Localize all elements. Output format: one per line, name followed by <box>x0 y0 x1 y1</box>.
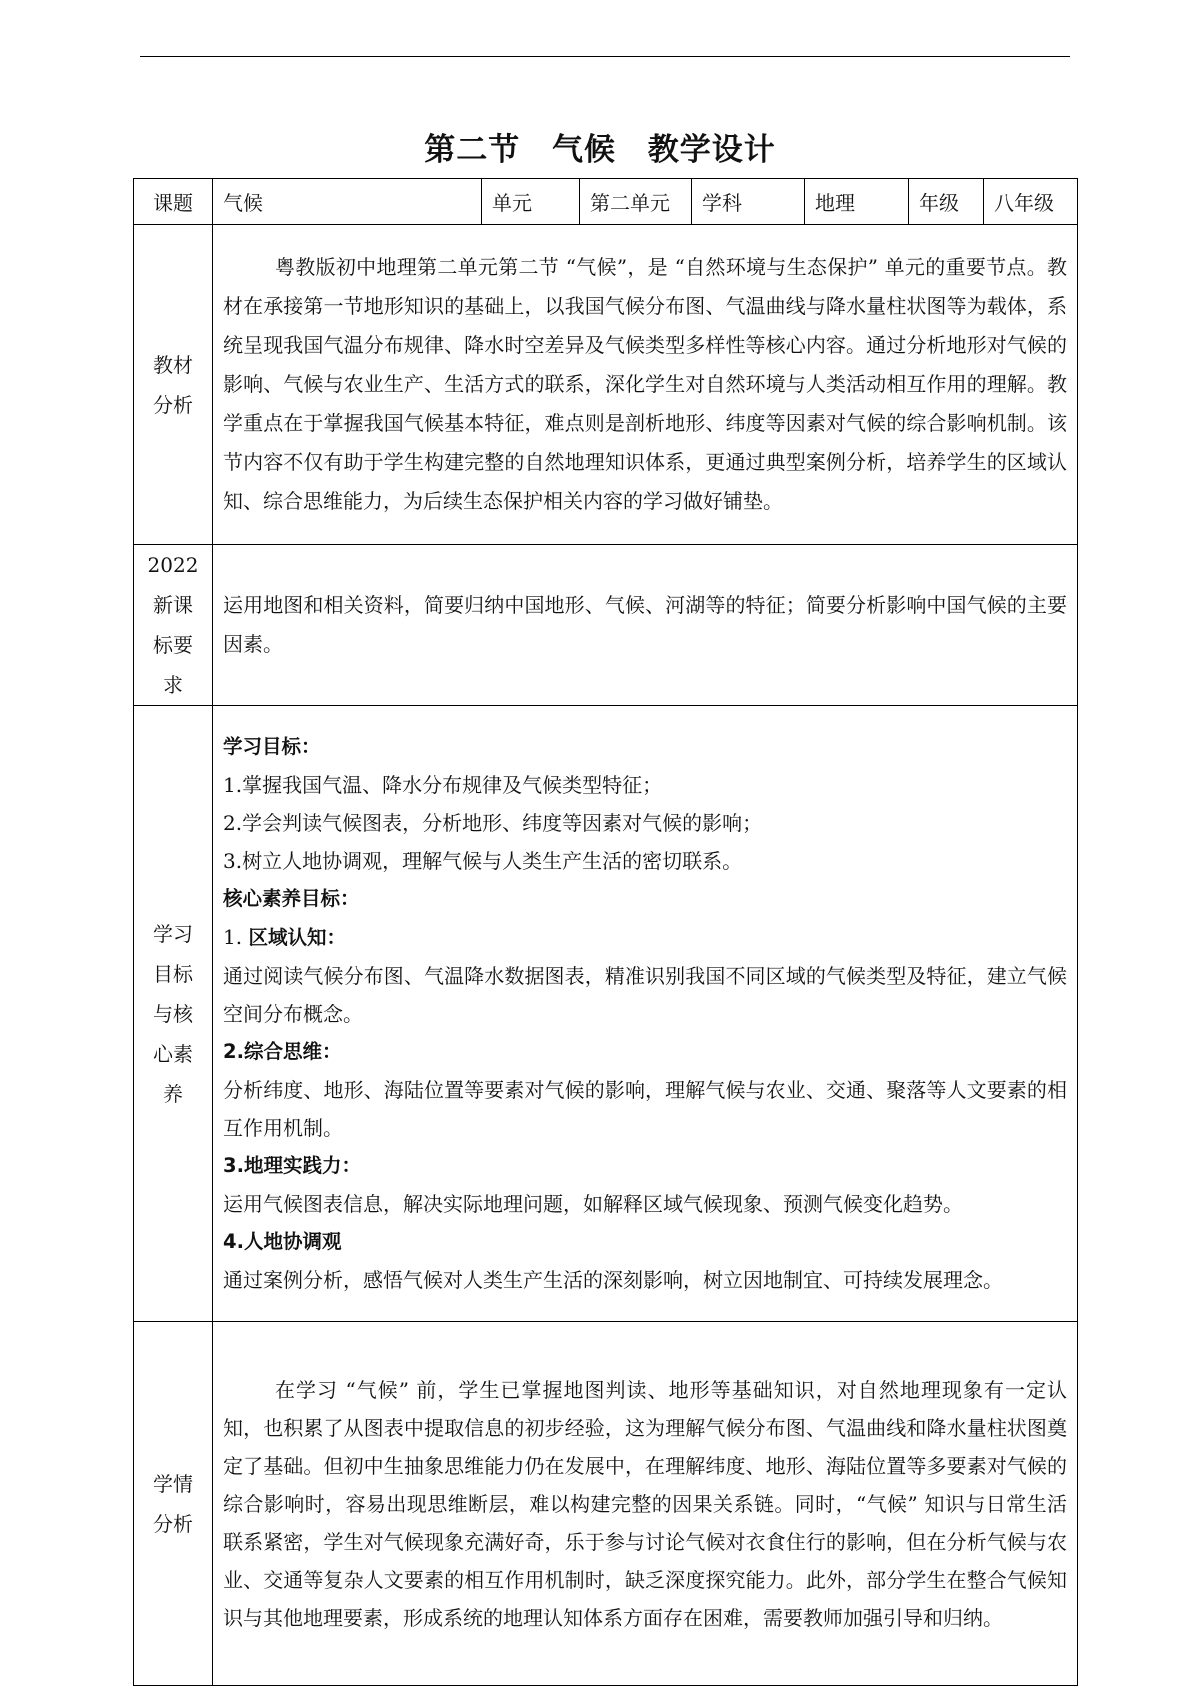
unit-value: 第二单元 <box>580 179 692 225</box>
label-line: 分析 <box>153 392 193 417</box>
core-item-heading <box>223 918 1067 957</box>
objectives-row <box>134 706 1078 1322</box>
label-line: 新课 <box>153 593 193 617</box>
core-item-text: 运用气候图表信息，解决实际地理问题，如解释区域气候现象、预测气候变化趋势。 <box>223 1192 963 1216</box>
paragraph: 运用地图和相关资料，简要归纳中国地形、气候、河湖等的特征；简要分析影响中国气候的主要因素。 <box>223 593 1067 656</box>
learning-goal: 2.学会判读气候图表，分析地形、纬度等因素对气候的影响； <box>223 811 763 835</box>
label-line: 与核 <box>153 1001 193 1026</box>
paragraph: 粤教版初中地理第二单元第二节 “气候”，是 “自然环境与生态保护” 单元的重要节点。教材在承接第一节地形知识的基础上，以我国气候分布图、气温曲线与降水量柱状图等为载体，系统呈现我国气温分布规律、降水时空差异及气候类型多样性等核心内容。通过分析地形对气候的影响、气候与农业生产、生活方式的联系，深化学生对自然环境与人类活动相互作用的理解。教学重点在于掌握我国气候基本特征，难点则是剖析地形、纬度等因素对气候的综合影响机制。该节内容不仅有助于学生构建完整的自然地理知识体系，更通过典型案例分析，培养学生的区域认知、综合思维能力，为后续生态保护相关内容的学习做好铺垫。 <box>223 255 1067 513</box>
curriculum-standard-row <box>134 545 1078 706</box>
core-item-title: 区域认知： <box>248 926 346 949</box>
page-title <box>0 124 1200 169</box>
title-part-design: 教学设计 <box>647 132 776 168</box>
objectives-label <box>134 706 213 1322</box>
core-literacy-heading: 核心素养目标： <box>223 887 360 910</box>
student-analysis-row <box>134 1322 1078 1686</box>
title-part-section: 第二节 <box>424 132 521 168</box>
topic-label: 课题 <box>134 179 213 225</box>
subject-label: 学科 <box>692 179 805 225</box>
core-item-title: 3.地理实践力： <box>223 1154 361 1177</box>
label-line: 养 <box>163 1081 183 1106</box>
unit-label: 单元 <box>482 179 580 225</box>
paragraph: 在学习 “气候” 前，学生已掌握地图判读、地形等基础知识，对自然地理现象有一定认知，也积累了从图表中提取信息的初步经验，这为理解气候分布图、气温曲线和降水量柱状图奠定了基础。但初中生抽象思维能力仍在发展中，在理解纬度、地形、海陆位置等多要素对气候的综合影响时，容易出现思维断层，难以构建完整的因果关系链。同时，“气候” 知识与日常生活联系紧密，学生对气候现象充满好奇，乐于参与讨论气候对衣食住行的影响，但在分析气候与农业、交通等复杂人文要素的相互作用机制时，缺乏深度探究能力。此外，部分学生在整合气候知识与其他地理要素，形成系统的地理认知体系方面存在困难，需要教师加强引导和归纳。 <box>223 1377 1067 1630</box>
grade-value: 八年级 <box>984 179 1078 225</box>
student-analysis-text <box>213 1322 1078 1686</box>
label-line: 教材 <box>153 352 193 377</box>
core-item-number: 1. <box>223 925 243 949</box>
label-line: 目标 <box>153 961 193 986</box>
learning-goals-heading: 学习目标： <box>223 735 321 758</box>
learning-goal: 1.掌握我国气温、降水分布规律及气候类型特征； <box>223 773 663 797</box>
label-line: 2022 <box>147 553 199 577</box>
title-part-topic: 气候 <box>552 132 616 168</box>
grade-label: 年级 <box>909 179 984 225</box>
curriculum-standard-text <box>213 545 1078 706</box>
label-line: 学情 <box>153 1471 193 1496</box>
label-line: 分析 <box>153 1511 193 1536</box>
label-line: 标要 <box>153 633 193 657</box>
core-item-text: 分析纬度、地形、海陆位置等要素对气候的影响，理解气候与农业、交通、聚落等人文要素的相互作用机制。 <box>223 1078 1067 1140</box>
core-item-title: 4.人地协调观 <box>223 1230 342 1253</box>
textbook-analysis-text <box>213 225 1078 545</box>
header-rule <box>140 56 1070 57</box>
textbook-analysis-row <box>134 225 1078 545</box>
objectives-text <box>213 706 1078 1322</box>
core-item-text: 通过案例分析，感悟气候对人类生产生活的深刻影响，树立因地制宜、可持续发展理念。 <box>223 1268 1003 1292</box>
lesson-plan-table <box>133 178 1078 1686</box>
student-analysis-label <box>134 1322 213 1686</box>
curriculum-standard-label <box>134 545 213 706</box>
textbook-analysis-label <box>134 225 213 545</box>
label-line: 心素 <box>153 1041 193 1066</box>
topic-value: 气候 <box>213 179 482 225</box>
core-item-title: 2.综合思维： <box>223 1040 342 1063</box>
learning-goal: 3.树立人地协调观，理解气候与人类生产生活的密切联系。 <box>223 849 743 873</box>
core-item-text: 通过阅读气候分布图、气温降水数据图表，精准识别我国不同区域的气候类型及特征，建立气候空间分布概念。 <box>223 964 1067 1026</box>
header-row <box>134 179 1078 225</box>
subject-value: 地理 <box>805 179 909 225</box>
label-line: 求 <box>163 673 183 697</box>
label-line: 学习 <box>153 921 193 946</box>
